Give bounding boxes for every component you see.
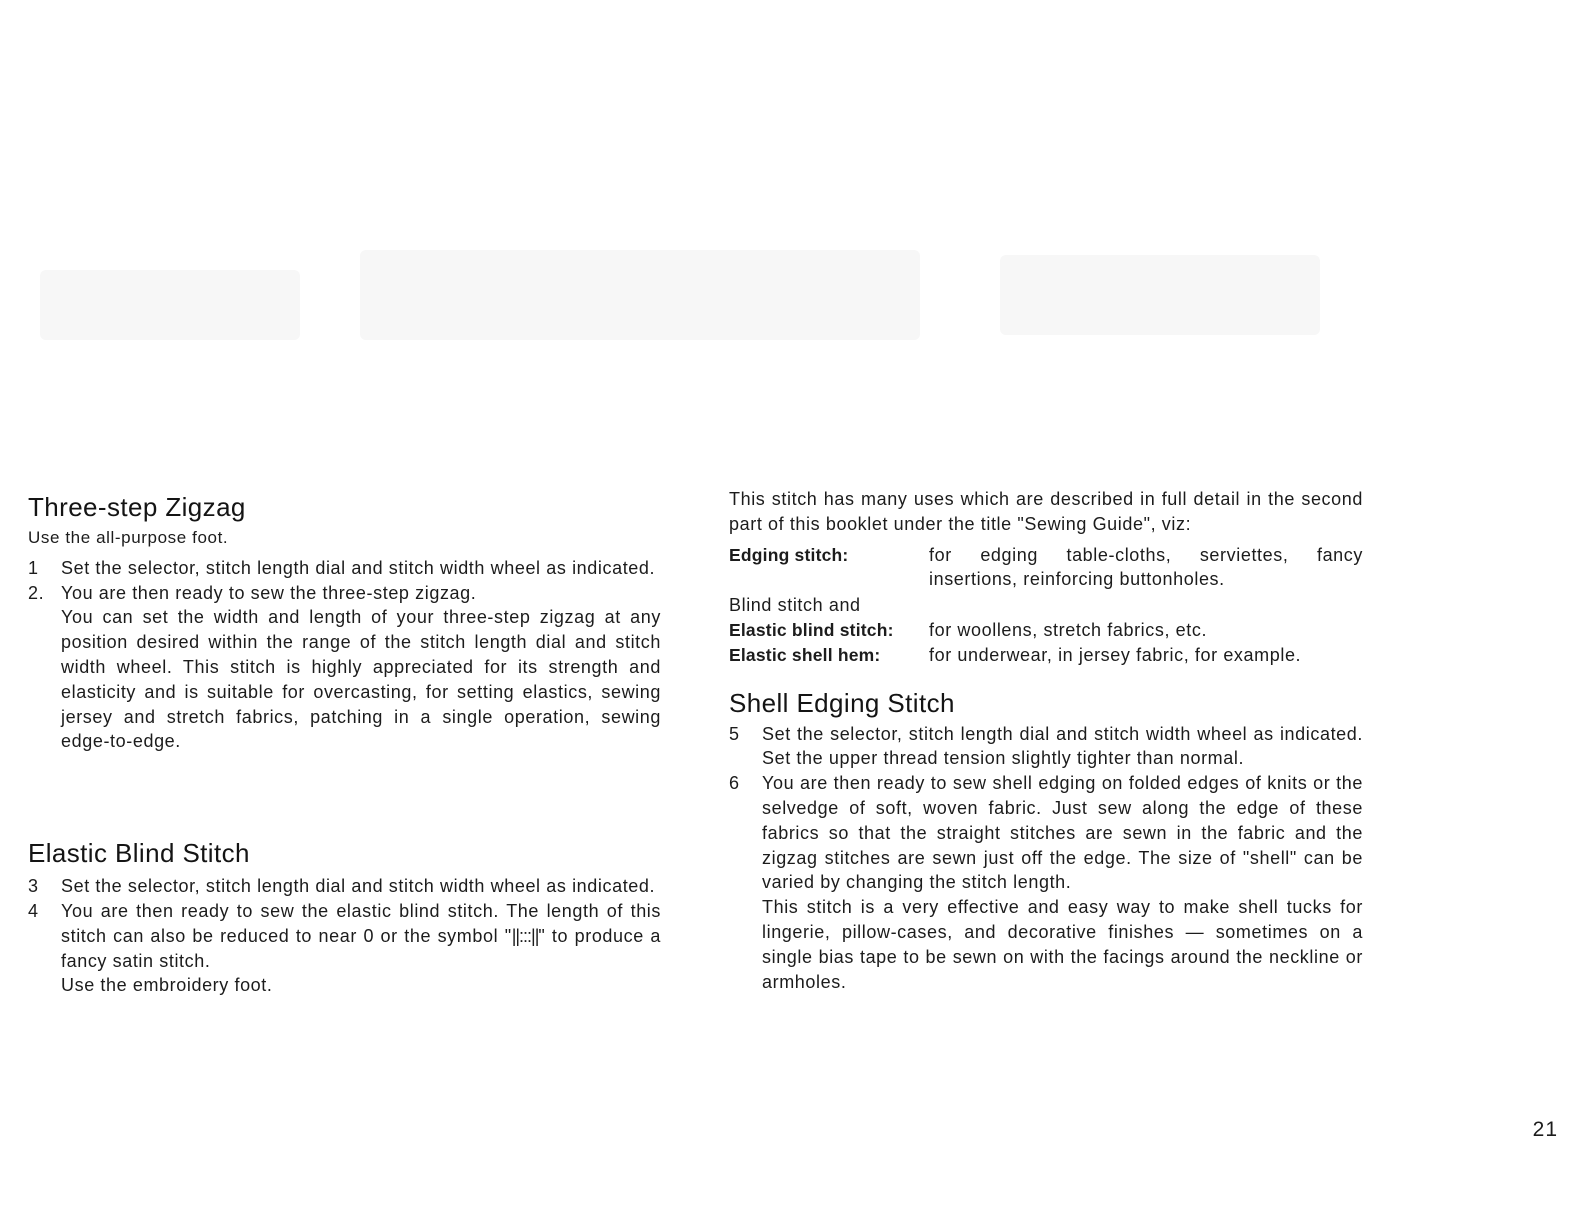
scan-bleed-left — [40, 270, 300, 340]
step-3 — [28, 874, 661, 899]
step-text: Set the selector, stitch length dial and stitch width wheel as indicated. — [61, 876, 656, 897]
three-step-zigzag-section — [28, 490, 661, 754]
blind-stitch-text: for woollens, stretch fabrics, etc. — [929, 619, 1208, 640]
scan-bleed-right — [1000, 255, 1320, 335]
elastic-blind-stitch-section — [28, 836, 661, 998]
uses-intro: This stitch has many uses which are described in full detail in the second part of this booklet under the title "Sewing Guide", viz: — [729, 489, 1363, 534]
blind-stitch-row — [729, 618, 1363, 643]
edging-stitch-label: Edging stitch: — [729, 544, 849, 565]
step-6 — [729, 771, 1363, 895]
shell-hem-row — [729, 643, 1363, 668]
elastic-blind-stitch-label: Elastic blind stitch: — [729, 619, 894, 640]
step-number: 2. — [28, 582, 45, 603]
page-number: 21 — [1532, 1118, 1558, 1141]
shell-edging-detail: This stitch is a very effective and easy way to make shell tucks for lingerie, pillow-cases, and decorative finishes — sometimes on a single bias tape to be sewn on with the facings around the neckline or armholes. — [762, 897, 1363, 992]
step-4-text: You are then ready to sew the elastic blind stitch. The length of this stitch can also be reduced to near 0 or the symbol — [61, 900, 661, 946]
step-text: You are then ready to sew shell edging on folded edges of knits or the selvedge of soft, woven fabric. Just sew along the edge of these fabrics so that the straight stitches are sewn in the fabric and the zigzag stitches are sewn just off the edge. The size of "shell" can be varied by changing the stitch length. — [762, 773, 1363, 893]
elastic-blind-stitch-title: Elastic Blind Stitch — [28, 838, 250, 869]
edging-stitch-text: for edging table-cloths, serviettes, fancy insertions, reinforcing buttonholes. — [929, 544, 1363, 590]
step-1 — [28, 556, 661, 581]
step-number: 1 — [28, 557, 39, 578]
shell-hem-label: Elastic shell hem: — [729, 644, 881, 665]
step-2 — [28, 581, 661, 606]
shell-hem-text: for underwear, in jersey fabric, for example. — [929, 644, 1302, 665]
step-number: 3 — [28, 876, 39, 897]
satin-stitch-symbol: ||:::|| — [511, 925, 539, 946]
three-step-zigzag-detail: You can set the width and length of your three-step zigzag at any position desired within the range of the stitch length dial and stitch width wheel. This stitch is highly appreciated for its strength and elasticity and is suitable for overcasting, for setting elastics, sewing jersey and stretch fabrics, patching in a single operation, sewing edge-to-edge. — [61, 607, 661, 752]
shell-edging-stitch-title: Shell Edging Stitch — [729, 687, 955, 718]
shell-edging-stitch-section — [729, 686, 1363, 995]
step-number: 6 — [729, 773, 740, 794]
symbol-suffix: " to produce a fancy satin stitch. — [61, 925, 661, 971]
step-number: 5 — [729, 723, 740, 744]
step-text: Set the selector, stitch length dial and stitch width wheel as indicated. — [61, 557, 656, 578]
three-step-zigzag-foot: Use the all-purpose foot. — [28, 528, 229, 547]
edging-stitch-row — [729, 543, 1363, 593]
symbol-quote-open: " — [504, 925, 512, 946]
scan-bleed-center — [360, 250, 920, 340]
step-5 — [729, 722, 1363, 772]
step-text: You are then ready to sew the three-step zigzag. — [61, 582, 477, 603]
step-number: 4 — [28, 900, 39, 921]
three-step-zigzag-title: Three-step Zigzag — [28, 492, 246, 522]
blind-stitch-label-line1: Blind stitch and — [729, 595, 861, 616]
step-text — [61, 899, 661, 973]
step-text: Set the selector, stitch length dial and stitch width wheel as indicated. Set the upper thread tension slightly tighter than normal. — [762, 723, 1363, 769]
left-column — [28, 490, 661, 998]
right-column — [729, 487, 1363, 994]
elastic-blind-stitch-foot: Use the embroidery foot. — [61, 975, 273, 996]
step-4 — [28, 899, 661, 973]
